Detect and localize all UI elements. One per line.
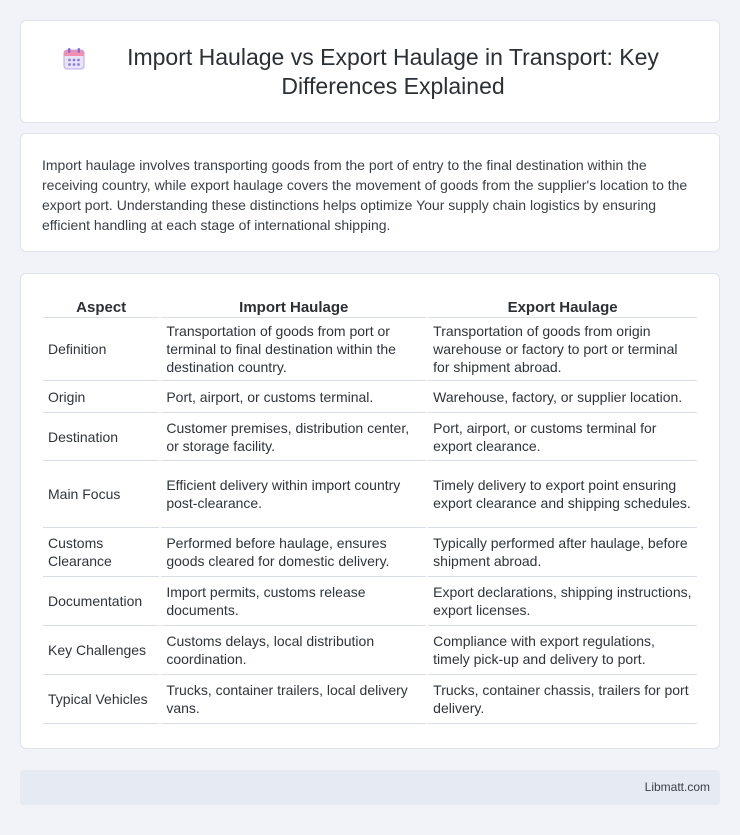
cell-aspect: Destination	[43, 413, 159, 461]
comparison-card	[20, 273, 720, 749]
cell-aspect: Main Focus	[43, 461, 159, 528]
footer-bar	[20, 770, 720, 805]
cell-import: Customs delays, local distribution coordination.	[161, 626, 426, 675]
cell-aspect: Documentation	[43, 577, 159, 626]
table-row	[43, 461, 697, 528]
table-header-row	[43, 294, 697, 318]
cell-aspect: Key Challenges	[43, 626, 159, 675]
cell-export: Export declarations, shipping instructions, export licenses.	[428, 577, 697, 626]
cell-export: Port, airport, or customs terminal for export clearance.	[428, 413, 697, 461]
table-row	[43, 577, 697, 626]
header-export-haulage: Export Haulage	[428, 294, 697, 318]
header-aspect: Aspect	[43, 294, 159, 318]
cell-import: Efficient delivery within import country post-clearance.	[161, 461, 426, 528]
table-row	[43, 413, 697, 461]
intro-paragraph: Import haulage involves transporting goods from the port of entry to the final destination within the receiving country, while export haulage covers the movement of goods from the supplier's location to the export port. Understanding these distinctions helps optimize Your supply chain logistics by ensuring efficient handling at each stage of international shipping.	[42, 157, 688, 233]
table-row	[43, 626, 697, 675]
intro-card	[20, 133, 720, 252]
cell-export: Trucks, container chassis, trailers for port delivery.	[428, 675, 697, 724]
header-card	[20, 20, 720, 123]
cell-aspect: Customs Clearance	[43, 528, 159, 577]
cell-aspect: Typical Vehicles	[43, 675, 159, 724]
table-row	[43, 675, 697, 724]
cell-export: Typically performed after haulage, before shipment abroad.	[428, 528, 697, 577]
cell-export: Warehouse, factory, or supplier location.	[428, 381, 697, 413]
cell-import: Customer premises, distribution center, or storage facility.	[161, 413, 426, 461]
calendar-icon	[61, 46, 87, 72]
header-import-haulage: Import Haulage	[161, 294, 426, 318]
table-row	[43, 381, 697, 413]
cell-import: Performed before haulage, ensures goods cleared for domestic delivery.	[161, 528, 426, 577]
cell-import: Trucks, container trailers, local delivery vans.	[161, 675, 426, 724]
footer-site-link[interactable]: Libmatt.com	[644, 780, 710, 794]
table-row	[43, 528, 697, 577]
cell-export: Timely delivery to export point ensuring export clearance and shipping schedules.	[428, 461, 697, 528]
cell-import: Import permits, customs release documents.	[161, 577, 426, 626]
cell-import: Port, airport, or customs terminal.	[161, 381, 426, 413]
table-row	[43, 318, 697, 381]
page-title: Import Haulage vs Export Haulage in Transport: Key Differences Explained	[127, 43, 659, 99]
comparison-table	[41, 294, 699, 724]
cell-aspect: Definition	[43, 318, 159, 381]
cell-export: Compliance with export regulations, timely pick-up and delivery to port.	[428, 626, 697, 675]
cell-export: Transportation of goods from origin warehouse or factory to port or terminal for shipment abroad.	[428, 318, 697, 381]
cell-import: Transportation of goods from port or terminal to final destination within the destination country.	[161, 318, 426, 381]
cell-aspect: Origin	[43, 381, 159, 413]
